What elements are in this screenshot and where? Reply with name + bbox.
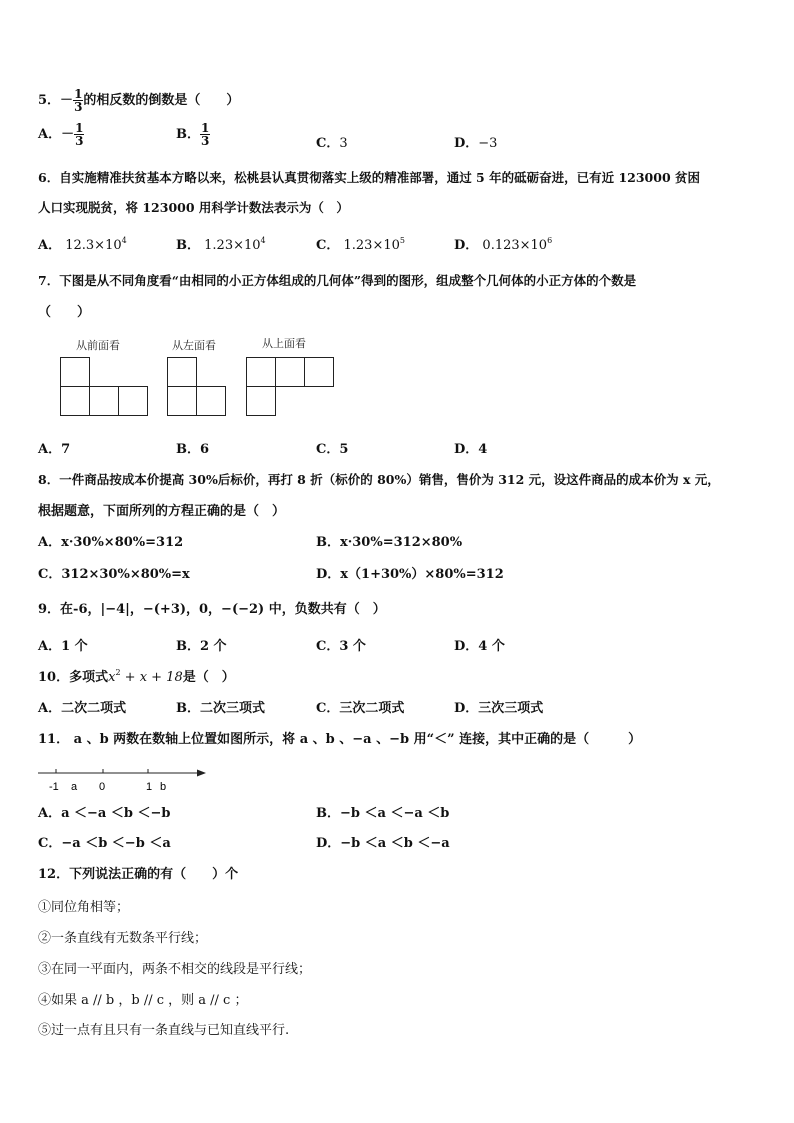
q6-option-c: C． $1.23\times 10^5$ — [316, 236, 405, 253]
axis-label-0: 0 — [99, 781, 106, 793]
q6-option-a: A． $12.3\times 10^4$ — [38, 236, 127, 253]
q11-option-d: D．−b ＜a ＜b ＜−a — [316, 836, 450, 851]
q7-option-c: C．5 — [316, 442, 349, 457]
q12-item-1: ①同位角相等； — [38, 900, 130, 915]
q8-option-b: B．x·30%=312×80% — [316, 535, 463, 550]
q9-option-c: C．3 个 — [316, 639, 366, 654]
q10-option-b: B．二次三项式 — [176, 701, 265, 716]
q10-option-c: C．三次二项式 — [316, 701, 405, 716]
front-view-title: 从前面看 — [76, 339, 120, 352]
q7-option-a: A．7 — [38, 442, 71, 457]
q6-option-b: B． $1.23\times 10^4$ — [176, 236, 266, 253]
q5-option-c: C．3 — [316, 136, 348, 151]
q7-option-b: B．6 — [176, 442, 210, 457]
q5-fraction: $\frac{1}{3}$ — [74, 87, 83, 114]
q10-stem: 10．多项式$x^2 + x + 18$是（ ） — [38, 668, 235, 685]
q7-line2: （ ） — [38, 305, 91, 320]
q5-option-a: A．－ $\frac{1}{3}$ — [38, 121, 84, 148]
q12-stem: 12．下列说法正确的有（ ）个 — [38, 867, 239, 882]
top-view-title: 从上面看 — [262, 337, 306, 350]
axis-label-1: 1 — [146, 781, 153, 793]
q9-option-b: B．2 个 — [176, 639, 227, 654]
q9-stem: 9．在-6，|−4|，−(+3)，0，−(−2) 中，负数共有（ ） — [38, 602, 386, 617]
q5-text: 的相反数的倒数是（ ） — [83, 93, 240, 108]
q8-line1: 8．一件商品按成本价提高 30%后标价，再打 8 折（标价的 80%）销售，售价为 312 元，设这件商品的成本价为 x 元， — [38, 472, 720, 487]
q10-option-d: D．三次三项式 — [454, 701, 544, 716]
q8-option-c: C．312×30%×80%=x — [38, 567, 190, 582]
q8-option-a: A．x·30%×80%=312 — [38, 535, 184, 550]
q5-option-d: D．−3 — [454, 136, 498, 151]
front-view-grid — [60, 357, 148, 417]
q11-option-b: B．−b ＜a ＜−a ＜b — [316, 806, 450, 821]
q11-option-c: C．−a ＜b ＜−b ＜a — [38, 836, 171, 851]
left-view-title: 从左面看 — [172, 339, 216, 352]
q10-option-a: A．二次二项式 — [38, 701, 127, 716]
q8-line2: 根据题意，下面所列的方程正确的是（ ） — [38, 504, 286, 519]
q12-item-2: ②一条直线有无数条平行线； — [38, 931, 208, 946]
axis-label-a: a — [71, 781, 78, 793]
q12-item-4: ④如果 a // b ，b // c ，则 a // c ； — [38, 993, 248, 1008]
q6-option-d: D． $0.123\times 10^6$ — [454, 236, 553, 253]
q12-item-5: ⑤过一点有且只有一条直线与已知直线平行. — [38, 1023, 290, 1038]
q5-minus: － — [60, 93, 74, 108]
left-view-grid — [167, 357, 227, 417]
q5-option-b: B． $\frac{1}{3}$ — [176, 121, 210, 148]
axis-label-b: b — [160, 781, 167, 793]
q7-option-d: D．4 — [454, 442, 488, 457]
q9-option-d: D．4 个 — [454, 639, 505, 654]
number-line — [38, 764, 210, 794]
q9-option-a: A．1 个 — [38, 639, 88, 654]
q6-line2: 人口实现脱贫，将 123000 用科学计数法表示为（ ） — [38, 200, 349, 215]
q5-stem — [38, 88, 239, 113]
q7-line1: 7．下图是从不同角度看“由相同的小正方体组成的几何体”得到的图形，组成整个几何体的小正方体的个数是 — [38, 273, 637, 288]
q5-number: 5． — [38, 93, 61, 108]
q11-stem: 11． a 、b 两数在数轴上位置如图所示，将 a 、b 、−a 、−b 用“＜” 连接，其中正确的是（ ） — [38, 732, 642, 747]
q6-line1: 6．自实施精准扶贫基本方略以来，松桃县认真贯彻落实上级的精准部署，通过 5 年的砥砺奋进，已有近 123000 贫困 — [38, 170, 700, 185]
q11-option-a: A．a ＜−a ＜b ＜−b — [38, 806, 171, 821]
top-view-grid — [246, 357, 334, 417]
axis-label-neg1: -1 — [49, 781, 59, 793]
q8-option-d: D．x（1+30%）×80%=312 — [316, 567, 504, 582]
q12-item-3: ③在同一平面内，两条不相交的线段是平行线； — [38, 962, 312, 977]
